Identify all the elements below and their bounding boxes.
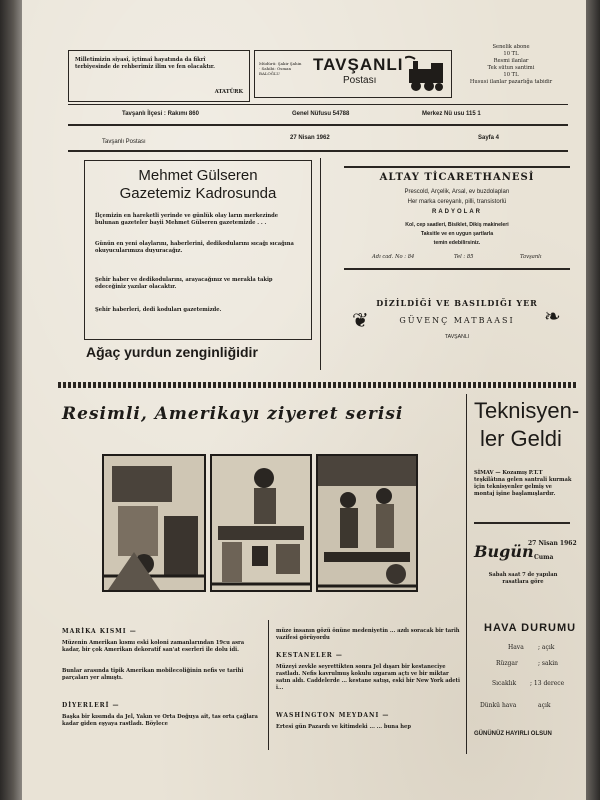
masthead-logo [254,50,452,98]
logo-title: TAVŞANLI [313,55,404,74]
quote-text: Milletimizin siyasî, içtimaî hayatında da fikrî terbiyesinde de rehberimiz ilim ve fen olacaktır. [75,57,215,70]
section-head: KESTANELER — [276,652,343,659]
article-title-line1: Mehmet Gülseren [138,167,258,184]
teknisyen-title-line1: Teknisyen- [474,398,580,423]
ad-line: Her marka cereyanlı, pilli, transistorlü [407,199,507,205]
section-head: WASHİNGTON MEYDANI — [276,712,390,719]
feature-paragraph: Ertesi gün Pazardı ve kitimdeki ... ... buna hep [276,724,411,730]
mehmet-gulseren-article [84,160,312,340]
feature-paragraph: müze insanın gözü önüne medeniyetin ... azdı soracak bir tarih vazifesi görüyordu [276,628,460,641]
today-word: Bugün [474,542,534,561]
right-rule [474,522,570,524]
column-divider [320,158,321,370]
leaf-ornament-left-icon: ❦ [352,308,369,332]
weather-label: Hava [508,644,524,651]
subscription-line: Senelik abone [492,44,530,50]
feature-paragraph: Bunlar arasında tipik Amerikan mobilecoliğinin nefis ve tarihi parçaları yer almıştı. [62,668,244,681]
teknisyen-text: SİMAV — Kozamış P.T.T teşkilâtına gelen santrali kurmak için teknisyenler gelmiş ve montaj işine başlamışlardır. [474,470,572,497]
district-info: Tavşanlı İlçesi : Rakımı 860 [122,111,199,117]
ad-rule-bottom [344,268,570,270]
ad-line: temin edebilirsiniz. [433,240,481,246]
feature-paragraph: Başka bir kısımda da Jel, Yakın ve Orta Doğuya ait, tas orta çağlara kadar giden eşyaya rastladı. Böylece [62,714,258,727]
paper-name: Tavşanlı Postası [102,139,146,145]
weather-value: açık [538,702,551,709]
tree-slogan: Ağaç yurdun zenginliğidir [86,344,258,360]
feature-heading: Resimli, Amerikayı ziyeret serisi [62,404,404,424]
date-rule-bottom [68,150,568,152]
ad-line: Prescold, Arçelik, Arsal, ev buzdolapları [404,189,510,195]
center-population-info: Merkez Nü usu 115 1 [422,111,481,117]
page-number: Sayfa 4 [478,135,500,141]
plastic-sleeve-right [586,0,600,800]
printer-name: GÜVENÇ MATBAASI [399,316,515,325]
weather-value: ; 13 derece [530,680,565,687]
ataturk-quote-box [68,50,250,102]
ad-line: Taksitle ve en uygun şartlarla [420,231,494,237]
today-note: Sabah saat 7 de yapılan rasatlara göre [488,572,558,585]
printer-city: TAVŞANLI [444,334,470,340]
weather-label: Sıcaklık [492,680,517,687]
ad-city: Tavşanlı [520,254,542,260]
section-head: DİYERLERİ — [62,702,120,709]
locomotive-icon [405,55,447,93]
weather-title: HAVA DURUMU [484,622,577,634]
illustration-panel-2 [210,454,312,592]
weather-value: ; açık [538,644,555,651]
article-title-line2: Gazetemiz Kadrosunda [119,185,277,202]
masthead-rule [68,104,568,105]
column-divider [466,394,467,754]
printer-line: DİZİLDİĞİ VE BASILDIĞI YER [376,298,538,308]
date-rule-top [68,124,568,126]
today-date: 27 Nisan 1962 [528,540,577,547]
illustration-panel-3 [316,454,418,592]
teknisyen-title-line2: ler Geldi [480,426,562,451]
subscription-line: Tek sütun santimi [487,65,535,71]
today-day: Cuma [534,554,554,561]
ad-address: Adı cad. No : 84 [372,254,415,260]
column-divider [268,620,269,750]
ad-tel: Tel : 85 [454,254,474,260]
weather-label: Rüzgar [496,660,518,667]
feature-paragraph: Müzeyi zevkle seyrettikten sonra Jel dışarı bir kestaneciye rastladı. Nefis kavrulmuş kokulu ızgaram açtı ve bir miktar satın aldı. Caddelerde ... kestane satışı, eski bir New York adeti i... [276,664,460,691]
ad-line: RADYOLAR [432,209,482,215]
decorative-border [58,382,578,388]
weather-value: ; sakin [538,660,559,667]
issue-date: 27 Nisan 1962 [290,135,330,141]
subscription-line: Hususi ilanlar pazarlığa tabidir [469,79,553,85]
article-paragraph: Günün en yeni olaylarını, haberlerini, dedikodularını sıcağı sıcağına okuyucularımıza duyuracağız. [95,241,294,254]
ad-title: ALTAY TİCARETHANESİ [379,172,535,183]
feature-paragraph: Müzenin Amerikan kısmı eski koloni zamanlarından 19cu asra kadar, bir çok Amerikan dekoratif san'at eserleri ile dolu idi. [62,640,245,653]
logo-side-text: Müdürü: Şakir Şahin · Sahibi: Osman BALOĞLU [259,61,302,76]
article-paragraph: Şehir haber ve dedikodularını, arayacağınız ve merakla takip edeceğiniz yazılar olacaktır. [95,277,273,290]
leaf-ornament-right-icon: ❧ [544,304,561,328]
newspaper-page [22,0,586,800]
plastic-sleeve-left [0,0,22,800]
logo-subtitle: Postası [343,75,377,86]
ad-rule-top [344,166,570,168]
section-head: MARİKA KISMI — [62,628,137,635]
subscription-line: Resmi ilanlar [493,58,529,64]
population-info: Genel Nüfusu 54788 [292,111,350,117]
weather-label: Dünkü hava [480,702,517,709]
greeting: GÜNÜNÜZ HAYIRLI OLSUN [474,731,552,737]
quote-author: ATATÜRK [214,89,243,95]
subscription-box [456,44,566,86]
subscription-line: 10 TL [503,51,519,57]
illustration-panel-1 [102,454,206,592]
article-paragraph: İlçemizin en hareketli yerinde ve günlük olay ların merkezinde bulunan gazeteler bayii Mehmet Gülseren gazetemizde . . . [95,213,279,226]
ad-line: Kol, cep saatleri, Bisiklet, Dikiş makineleri [405,222,509,228]
subscription-line: 10 TL [503,72,519,78]
article-paragraph: Şehir haberleri, dedi koduları gazetemizde. [95,307,222,313]
